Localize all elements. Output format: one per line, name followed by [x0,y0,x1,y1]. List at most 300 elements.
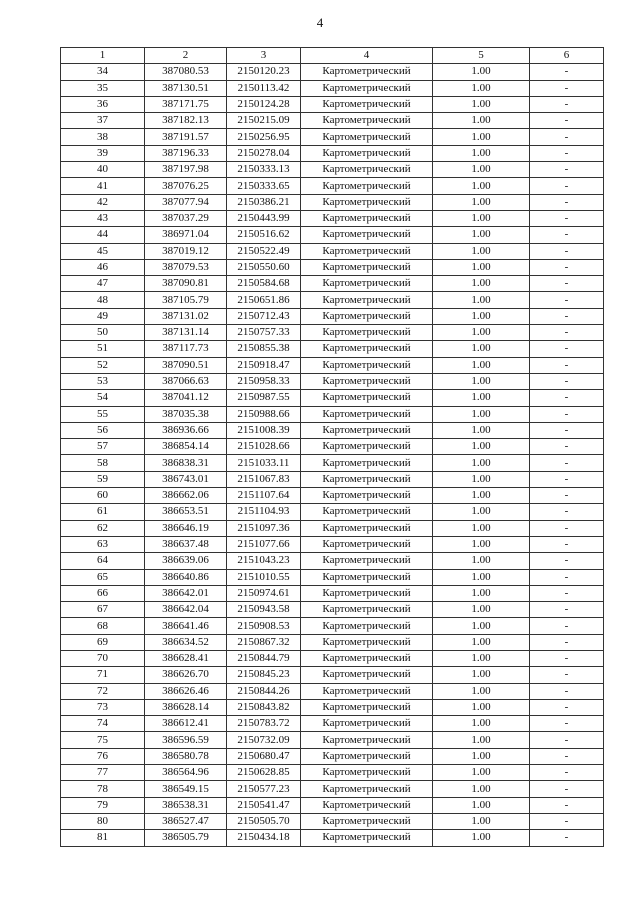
table-row [61,813,604,829]
method-cell: Картометрический [301,96,433,112]
note-cell: - [530,732,604,748]
accuracy-cell: 1.00 [433,308,530,324]
method-cell: Картометрический [301,259,433,275]
y-coordinate-cell: 2150120.23 [227,64,301,80]
table-row [61,178,604,194]
accuracy-cell: 1.00 [433,748,530,764]
table-row [61,357,604,373]
method-cell: Картометрический [301,667,433,683]
x-coordinate-cell: 387080.53 [145,64,227,80]
note-cell: - [530,765,604,781]
x-coordinate-cell: 386642.04 [145,602,227,618]
method-cell: Картометрический [301,602,433,618]
point-number-cell: 40 [61,162,145,178]
method-cell: Картометрический [301,113,433,129]
coordinates-table [60,47,604,847]
x-coordinate-cell: 387035.38 [145,406,227,422]
table-row [61,683,604,699]
point-number-cell: 70 [61,650,145,666]
method-cell: Картометрический [301,178,433,194]
point-number-cell: 78 [61,781,145,797]
y-coordinate-cell: 2150434.18 [227,830,301,846]
accuracy-cell: 1.00 [433,113,530,129]
method-cell: Картометрический [301,80,433,96]
point-number-cell: 67 [61,602,145,618]
note-cell: - [530,373,604,389]
point-number-cell: 51 [61,341,145,357]
y-coordinate-cell: 2150844.26 [227,683,301,699]
table-body [61,64,604,846]
table-row [61,471,604,487]
accuracy-cell: 1.00 [433,667,530,683]
method-cell: Картометрический [301,765,433,781]
method-cell: Картометрический [301,520,433,536]
note-cell: - [530,471,604,487]
accuracy-cell: 1.00 [433,162,530,178]
x-coordinate-cell: 386743.01 [145,471,227,487]
note-cell: - [530,145,604,161]
x-coordinate-cell: 386527.47 [145,813,227,829]
x-coordinate-cell: 387197.98 [145,162,227,178]
note-cell: - [530,813,604,829]
accuracy-cell: 1.00 [433,194,530,210]
x-coordinate-cell: 386626.46 [145,683,227,699]
note-cell: - [530,536,604,552]
table-row [61,797,604,813]
y-coordinate-cell: 2150651.86 [227,292,301,308]
x-coordinate-cell: 386626.70 [145,667,227,683]
table-row [61,243,604,259]
accuracy-cell: 1.00 [433,373,530,389]
note-cell: - [530,488,604,504]
table-row [61,830,604,846]
table-row [61,732,604,748]
note-cell: - [530,96,604,112]
note-cell: - [530,341,604,357]
table-row [61,145,604,161]
note-cell: - [530,406,604,422]
accuracy-cell: 1.00 [433,765,530,781]
point-number-cell: 47 [61,276,145,292]
method-cell: Картометрический [301,781,433,797]
note-cell: - [530,162,604,178]
table-row [61,634,604,650]
x-coordinate-cell: 387090.51 [145,357,227,373]
x-coordinate-cell: 387019.12 [145,243,227,259]
y-coordinate-cell: 2150843.82 [227,699,301,715]
point-number-cell: 59 [61,471,145,487]
method-cell: Картометрический [301,64,433,80]
method-cell: Картометрический [301,243,433,259]
method-cell: Картометрический [301,373,433,389]
point-number-cell: 73 [61,699,145,715]
x-coordinate-cell: 386634.52 [145,634,227,650]
method-cell: Картометрический [301,504,433,520]
column-header: 1 [61,48,145,64]
accuracy-cell: 1.00 [433,341,530,357]
point-number-cell: 58 [61,455,145,471]
method-cell: Картометрический [301,716,433,732]
accuracy-cell: 1.00 [433,585,530,601]
point-number-cell: 64 [61,553,145,569]
accuracy-cell: 1.00 [433,178,530,194]
point-number-cell: 38 [61,129,145,145]
note-cell: - [530,308,604,324]
point-number-cell: 79 [61,797,145,813]
accuracy-cell: 1.00 [433,650,530,666]
note-cell: - [530,602,604,618]
method-cell: Картометрический [301,357,433,373]
method-cell: Картометрический [301,227,433,243]
table-row [61,618,604,634]
y-coordinate-cell: 2150867.32 [227,634,301,650]
y-coordinate-cell: 2150958.33 [227,373,301,389]
column-header: 5 [433,48,530,64]
x-coordinate-cell: 387131.14 [145,325,227,341]
method-cell: Картометрический [301,634,433,650]
method-cell: Картометрический [301,276,433,292]
y-coordinate-cell: 2151028.66 [227,439,301,455]
note-cell: - [530,716,604,732]
accuracy-cell: 1.00 [433,210,530,226]
table-header [61,48,604,64]
accuracy-cell: 1.00 [433,455,530,471]
point-number-cell: 54 [61,390,145,406]
table-row [61,276,604,292]
accuracy-cell: 1.00 [433,292,530,308]
table-row [61,210,604,226]
x-coordinate-cell: 386549.15 [145,781,227,797]
note-cell: - [530,455,604,471]
method-cell: Картометрический [301,194,433,210]
x-coordinate-cell: 386646.19 [145,520,227,536]
method-cell: Картометрический [301,488,433,504]
method-cell: Картометрический [301,471,433,487]
point-number-cell: 63 [61,536,145,552]
x-coordinate-cell: 387037.29 [145,210,227,226]
y-coordinate-cell: 2150215.09 [227,113,301,129]
accuracy-cell: 1.00 [433,64,530,80]
y-coordinate-cell: 2150333.65 [227,178,301,194]
column-header: 6 [530,48,604,64]
point-number-cell: 36 [61,96,145,112]
note-cell: - [530,667,604,683]
x-coordinate-cell: 387066.63 [145,373,227,389]
point-number-cell: 62 [61,520,145,536]
table-row [61,520,604,536]
y-coordinate-cell: 2150680.47 [227,748,301,764]
table-row [61,325,604,341]
point-number-cell: 39 [61,145,145,161]
y-coordinate-cell: 2150943.58 [227,602,301,618]
y-coordinate-cell: 2150783.72 [227,716,301,732]
x-coordinate-cell: 386642.01 [145,585,227,601]
y-coordinate-cell: 2150333.13 [227,162,301,178]
note-cell: - [530,178,604,194]
method-cell: Картометрический [301,699,433,715]
y-coordinate-cell: 2150855.38 [227,341,301,357]
page-number: 4 [316,15,324,30]
method-cell: Картометрический [301,585,433,601]
y-coordinate-cell: 2150278.04 [227,145,301,161]
note-cell: - [530,830,604,846]
y-coordinate-cell: 2150256.95 [227,129,301,145]
accuracy-cell: 1.00 [433,243,530,259]
point-number-cell: 60 [61,488,145,504]
accuracy-cell: 1.00 [433,80,530,96]
point-number-cell: 81 [61,830,145,846]
y-coordinate-cell: 2150974.61 [227,585,301,601]
y-coordinate-cell: 2151033.11 [227,455,301,471]
table-row [61,113,604,129]
accuracy-cell: 1.00 [433,357,530,373]
accuracy-cell: 1.00 [433,504,530,520]
point-number-cell: 56 [61,422,145,438]
x-coordinate-cell: 387077.94 [145,194,227,210]
x-coordinate-cell: 386639.06 [145,553,227,569]
y-coordinate-cell: 2150988.66 [227,406,301,422]
x-coordinate-cell: 387079.53 [145,259,227,275]
note-cell: - [530,259,604,275]
x-coordinate-cell: 386637.48 [145,536,227,552]
note-cell: - [530,194,604,210]
table-row [61,390,604,406]
y-coordinate-cell: 2150732.09 [227,732,301,748]
note-cell: - [530,292,604,308]
method-cell: Картометрический [301,797,433,813]
note-cell: - [530,129,604,145]
accuracy-cell: 1.00 [433,488,530,504]
column-header: 2 [145,48,227,64]
note-cell: - [530,569,604,585]
accuracy-cell: 1.00 [433,439,530,455]
y-coordinate-cell: 2150844.79 [227,650,301,666]
accuracy-cell: 1.00 [433,536,530,552]
table-row [61,129,604,145]
x-coordinate-cell: 387196.33 [145,145,227,161]
y-coordinate-cell: 2150987.55 [227,390,301,406]
accuracy-cell: 1.00 [433,471,530,487]
point-number-cell: 37 [61,113,145,129]
accuracy-cell: 1.00 [433,422,530,438]
y-coordinate-cell: 2150541.47 [227,797,301,813]
y-coordinate-cell: 2150522.49 [227,243,301,259]
column-header: 3 [227,48,301,64]
point-number-cell: 48 [61,292,145,308]
x-coordinate-cell: 387131.02 [145,308,227,324]
table-row [61,80,604,96]
point-number-cell: 49 [61,308,145,324]
method-cell: Картометрический [301,650,433,666]
method-cell: Картометрический [301,813,433,829]
point-number-cell: 41 [61,178,145,194]
x-coordinate-cell: 386596.59 [145,732,227,748]
x-coordinate-cell: 386854.14 [145,439,227,455]
note-cell: - [530,781,604,797]
note-cell: - [530,585,604,601]
point-number-cell: 68 [61,618,145,634]
point-number-cell: 71 [61,667,145,683]
method-cell: Картометрический [301,618,433,634]
method-cell: Картометрический [301,422,433,438]
note-cell: - [530,748,604,764]
table-row [61,716,604,732]
point-number-cell: 69 [61,634,145,650]
method-cell: Картометрический [301,439,433,455]
y-coordinate-cell: 2151043.23 [227,553,301,569]
x-coordinate-cell: 386971.04 [145,227,227,243]
point-number-cell: 44 [61,227,145,243]
point-number-cell: 43 [61,210,145,226]
note-cell: - [530,699,604,715]
note-cell: - [530,227,604,243]
table-row [61,194,604,210]
x-coordinate-cell: 386653.51 [145,504,227,520]
note-cell: - [530,650,604,666]
table-row [61,227,604,243]
point-number-cell: 65 [61,569,145,585]
x-coordinate-cell: 386838.31 [145,455,227,471]
point-number-cell: 80 [61,813,145,829]
accuracy-cell: 1.00 [433,797,530,813]
point-number-cell: 74 [61,716,145,732]
table-row [61,308,604,324]
table-row [61,373,604,389]
point-number-cell: 42 [61,194,145,210]
x-coordinate-cell: 386580.78 [145,748,227,764]
y-coordinate-cell: 2150845.23 [227,667,301,683]
note-cell: - [530,439,604,455]
point-number-cell: 35 [61,80,145,96]
table-row [61,292,604,308]
point-number-cell: 34 [61,64,145,80]
y-coordinate-cell: 2150628.85 [227,765,301,781]
method-cell: Картометрический [301,536,433,552]
y-coordinate-cell: 2151107.64 [227,488,301,504]
method-cell: Картометрический [301,129,433,145]
x-coordinate-cell: 387182.13 [145,113,227,129]
y-coordinate-cell: 2150577.23 [227,781,301,797]
x-coordinate-cell: 386628.41 [145,650,227,666]
table-row [61,536,604,552]
x-coordinate-cell: 386564.96 [145,765,227,781]
accuracy-cell: 1.00 [433,813,530,829]
note-cell: - [530,113,604,129]
y-coordinate-cell: 2150505.70 [227,813,301,829]
method-cell: Картометрический [301,341,433,357]
point-number-cell: 52 [61,357,145,373]
x-coordinate-cell: 386538.31 [145,797,227,813]
method-cell: Картометрический [301,145,433,161]
accuracy-cell: 1.00 [433,553,530,569]
method-cell: Картометрический [301,732,433,748]
x-coordinate-cell: 386641.46 [145,618,227,634]
method-cell: Картометрический [301,308,433,324]
note-cell: - [530,553,604,569]
accuracy-cell: 1.00 [433,325,530,341]
point-number-cell: 66 [61,585,145,601]
y-coordinate-cell: 2151104.93 [227,504,301,520]
y-coordinate-cell: 2151077.66 [227,536,301,552]
x-coordinate-cell: 386505.79 [145,830,227,846]
method-cell: Картометрический [301,325,433,341]
note-cell: - [530,797,604,813]
y-coordinate-cell: 2150757.33 [227,325,301,341]
method-cell: Картометрический [301,162,433,178]
accuracy-cell: 1.00 [433,683,530,699]
y-coordinate-cell: 2150908.53 [227,618,301,634]
note-cell: - [530,210,604,226]
column-header: 4 [301,48,433,64]
note-cell: - [530,325,604,341]
accuracy-cell: 1.00 [433,145,530,161]
table-row [61,259,604,275]
table-row [61,422,604,438]
accuracy-cell: 1.00 [433,716,530,732]
note-cell: - [530,357,604,373]
note-cell: - [530,504,604,520]
y-coordinate-cell: 2151067.83 [227,471,301,487]
method-cell: Картометрический [301,553,433,569]
x-coordinate-cell: 386640.86 [145,569,227,585]
y-coordinate-cell: 2150918.47 [227,357,301,373]
method-cell: Картометрический [301,406,433,422]
point-number-cell: 76 [61,748,145,764]
table-row [61,488,604,504]
accuracy-cell: 1.00 [433,830,530,846]
note-cell: - [530,683,604,699]
method-cell: Картометрический [301,210,433,226]
accuracy-cell: 1.00 [433,618,530,634]
x-coordinate-cell: 386612.41 [145,716,227,732]
point-number-cell: 72 [61,683,145,699]
note-cell: - [530,64,604,80]
table-row [61,699,604,715]
method-cell: Картометрический [301,569,433,585]
x-coordinate-cell: 386662.06 [145,488,227,504]
accuracy-cell: 1.00 [433,227,530,243]
note-cell: - [530,520,604,536]
table-row [61,406,604,422]
table-row [61,602,604,618]
table-row [61,765,604,781]
note-cell: - [530,618,604,634]
table-row [61,96,604,112]
accuracy-cell: 1.00 [433,602,530,618]
table-row [61,585,604,601]
method-cell: Картометрический [301,292,433,308]
accuracy-cell: 1.00 [433,259,530,275]
y-coordinate-cell: 2151010.55 [227,569,301,585]
table-row [61,439,604,455]
accuracy-cell: 1.00 [433,520,530,536]
note-cell: - [530,80,604,96]
point-number-cell: 50 [61,325,145,341]
accuracy-cell: 1.00 [433,406,530,422]
y-coordinate-cell: 2150113.42 [227,80,301,96]
table-row [61,748,604,764]
y-coordinate-cell: 2150124.28 [227,96,301,112]
x-coordinate-cell: 387191.57 [145,129,227,145]
header-row [61,48,604,64]
x-coordinate-cell: 386936.66 [145,422,227,438]
table-row [61,650,604,666]
accuracy-cell: 1.00 [433,699,530,715]
table-row [61,781,604,797]
table-row [61,341,604,357]
note-cell: - [530,276,604,292]
x-coordinate-cell: 387041.12 [145,390,227,406]
